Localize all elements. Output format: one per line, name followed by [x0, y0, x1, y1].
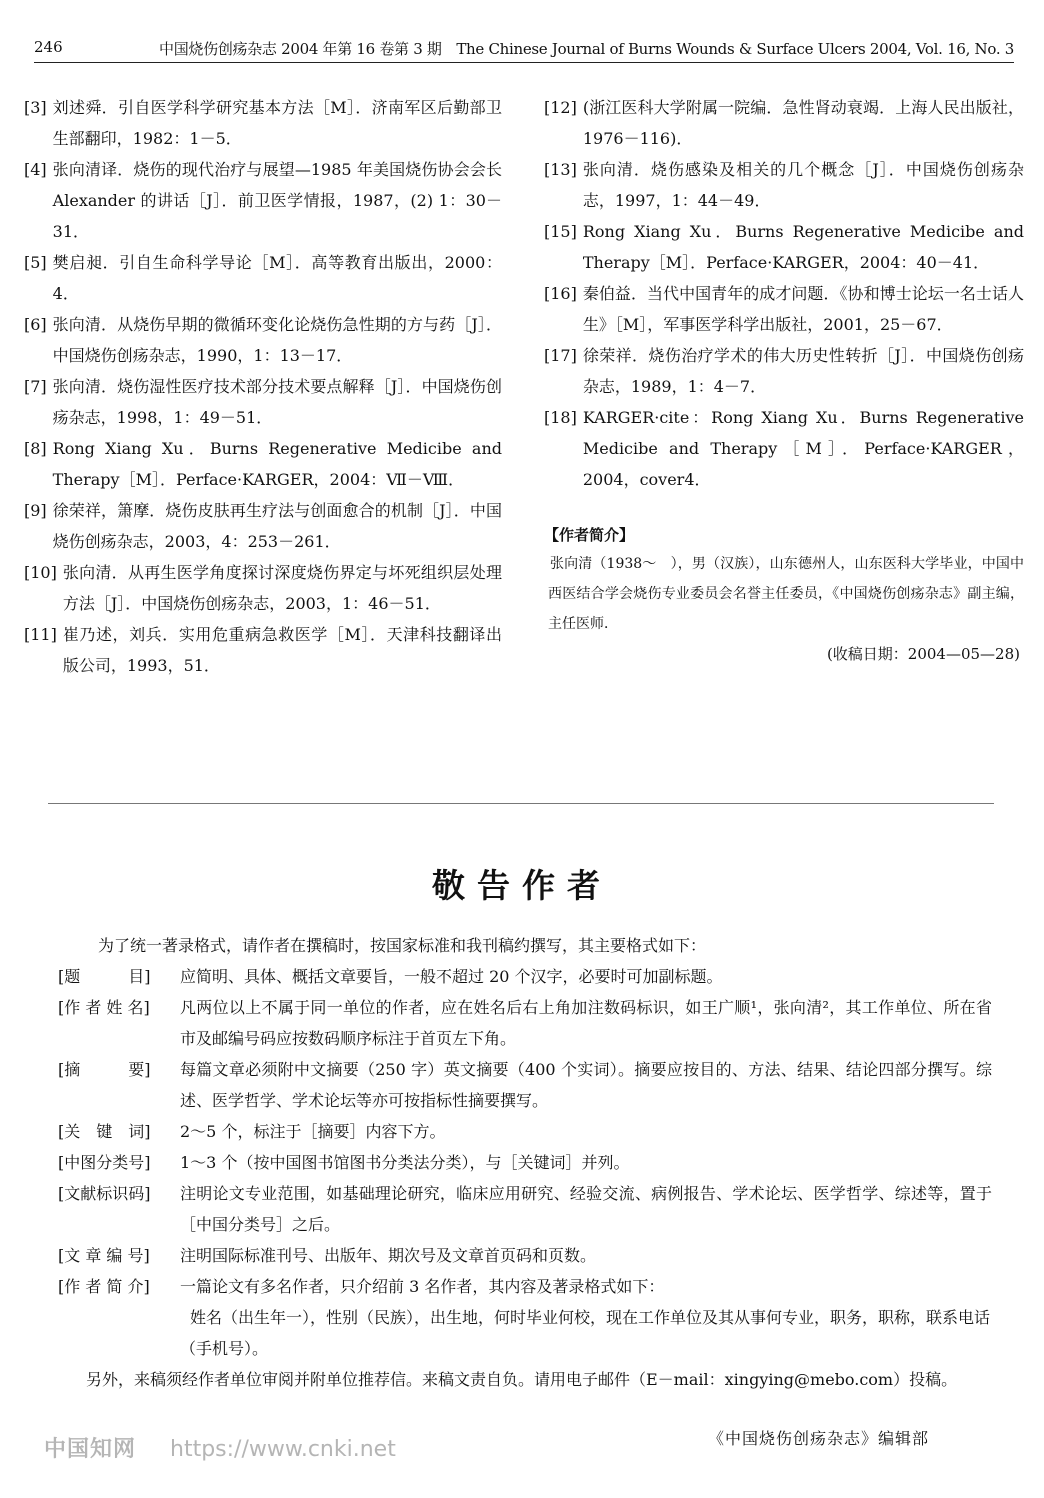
reference-item	[24, 309, 502, 371]
format-item	[58, 1116, 992, 1147]
author-intro	[544, 521, 1024, 669]
reference-text: 徐荣祥．烧伤治疗学术的伟大历史性转折［J］．中国烧伤创疡杂志，1989，1：4－7．	[582, 346, 1024, 396]
reference-item	[544, 92, 1024, 154]
reference-number: [15]	[544, 222, 577, 241]
reference-item	[24, 154, 502, 247]
reference-item	[24, 247, 502, 309]
format-item-text: 1～3 个（按中国图书馆图书分类法分类），与［关键词］并列。	[180, 1153, 630, 1172]
format-item-label: [文献标识码]	[58, 1184, 151, 1203]
reference-text: Rong Xiang Xu．Burns Regenerative Medicibe and Therapy［M］．Perface·KARGER，2004：40－41．	[582, 222, 1024, 272]
reference-text: 秦伯益．当代中国青年的成才问题．《协和博士论坛一名士话人生》［M］，军事医学科学出版社，2001，25－67．	[582, 284, 1024, 334]
cnki-brand: 中国知网	[44, 1437, 137, 1462]
reference-number: [8]	[24, 439, 47, 458]
notice-title: 敬告作者	[432, 866, 612, 905]
reference-number: [11]	[24, 625, 57, 644]
cnki-url[interactable]: https://www.cnki.net	[170, 1437, 396, 1462]
reference-number: [16]	[544, 284, 577, 303]
reference-item	[544, 340, 1024, 402]
reference-item	[544, 154, 1024, 216]
reference-item	[24, 92, 502, 154]
format-item-label: [摘 要]	[58, 1060, 151, 1079]
format-item-label: [关 键 词]	[58, 1122, 151, 1141]
reference-text: 张向清．烧伤湿性医疗技术部分技术要点解释［J］．中国烧伤创疡杂志，1998，1：49－51．	[52, 377, 502, 427]
format-item	[58, 1240, 992, 1271]
references-right-column	[544, 92, 1024, 669]
cnki-watermark	[44, 1432, 396, 1463]
reference-item	[544, 278, 1024, 340]
editorial-signature: 《中国烧伤创疡杂志》编辑部	[708, 1429, 930, 1448]
format-item-text: 每篇文章必须附中文摘要（250 字）英文摘要（400 个实词）。摘要应按目的、方法、结果、结论四部分撰写。综述、医学哲学、学术论坛等亦可按指标性摘要撰写。	[180, 1060, 992, 1110]
format-item-text: 2～5 个，标注于［摘要］内容下方。	[180, 1122, 446, 1141]
format-item	[58, 961, 992, 992]
reference-number: [9]	[24, 501, 47, 520]
reference-number: [7]	[24, 377, 47, 396]
format-item-text: 注明论文专业范围，如基础理论研究，临床应用研究、经验交流、病例报告、学术论坛、医学哲学、综述等，置于［中国分类号］之后。	[180, 1184, 992, 1234]
format-item	[58, 1054, 992, 1116]
format-item-label: [作 者 姓 名]	[58, 998, 150, 1017]
section-divider	[48, 803, 994, 804]
format-item-label: [作 者 简 介]	[58, 1277, 150, 1296]
page-number: 246	[34, 38, 63, 56]
reference-item	[24, 619, 502, 681]
reference-number: [5]	[24, 253, 47, 272]
reference-number: [17]	[544, 346, 577, 365]
reference-item	[24, 495, 502, 557]
reference-item	[24, 557, 502, 619]
reference-number: [10]	[24, 563, 57, 582]
reference-item	[24, 433, 502, 495]
format-item	[58, 1271, 992, 1302]
author-intro-heading: 【作者简介】	[544, 526, 635, 544]
format-item-text: 凡两位以上不属于同一单位的作者，应在姓名后右上角加注数码标识，如王广顺¹，张向清²，其工作单位、所在省市及邮编号码应按数码顺序标注于首页左下角。	[180, 998, 992, 1048]
reference-text: 张向清．烧伤感染及相关的几个概念［J］．中国烧伤创疡杂志，1997，1：44－49．	[582, 160, 1024, 210]
notice-intro: 为了统一著录格式，请作者在撰稿时，按国家标准和我刊稿约撰写，其主要格式如下：	[98, 936, 707, 955]
format-item-label: [中图分类号]	[58, 1153, 151, 1172]
format-item	[58, 1147, 992, 1178]
reference-number: [4]	[24, 160, 47, 179]
reference-text: KARGER·cite：Rong Xiang Xu．Burns Regenerative Medicibe and Therapy［M］．Perface·KARGER，2004，cover4．	[582, 408, 1024, 489]
reference-text: (浙江医科大学附属一院编．急性肾动衰竭．上海人民出版社，1976－116)．	[582, 98, 1024, 148]
format-item-text: 注明国际标准刊号、出版年、期次号及文章首页码和页数。	[180, 1246, 597, 1265]
references-left-column	[24, 92, 502, 681]
reference-text: 刘述舜．引自医学科学研究基本方法［M］．济南军区后勤部卫生部翻印，1982：1－5．	[52, 98, 502, 148]
notice-closing: 另外，来稿须经作者单位审阅并附单位推荐信。来稿文责自负。请用电子邮件（E－mail：xingying@mebo.com）投稿。	[86, 1370, 958, 1389]
format-item-text: 一篇论文有多名作者，只介绍前 3 名作者，其内容及著录格式如下：	[180, 1277, 665, 1296]
format-item	[58, 992, 992, 1054]
journal-citation-line: 中国烧伤创疡杂志 2004 年第 16 卷第 3 期 The Chinese Journal of Burns Wounds & Surface Ulcers 2004, Vol. 16, No. 3	[159, 40, 1014, 58]
reference-text: 徐荣祥，箫摩．烧伤皮肤再生疗法与创面愈合的机制［J］．中国烧伤创疡杂志，2003，4：253－261．	[52, 501, 502, 551]
reference-number: [3]	[24, 98, 47, 117]
format-item	[58, 1178, 992, 1240]
reference-text: 樊启昶．引自生命科学导论［M］．高等教育出版出，2000：4．	[52, 253, 502, 303]
reference-number: [18]	[544, 408, 577, 427]
reference-text: 张向清．从烧伤早期的微循环变化论烧伤急性期的方与药［J］．中国烧伤创疡杂志，1990，1：13－17．	[52, 315, 502, 365]
notice-to-authors	[58, 930, 992, 1395]
reference-number: [6]	[24, 315, 47, 334]
reference-number: [12]	[544, 98, 577, 117]
reference-item	[544, 402, 1024, 495]
author-format-spec: 姓名（出生年一），性别（民族），出生地，何时毕业何校，现在工作单位及其从事何专业，职务，职称，联系电话（手机号）。	[180, 1308, 991, 1358]
format-item-label: [文 章 编 号]	[58, 1246, 150, 1265]
reference-number: [13]	[544, 160, 577, 179]
reference-text: Rong Xiang Xu．Burns Regenerative Medicibe and Therapy［M］．Perface·KARGER，2004：Ⅶ－Ⅷ．	[52, 439, 502, 489]
received-date: (收稿日期：2004—05—28)	[826, 645, 1020, 663]
author-intro-body: 张向清（1938～ ），男（汉族），山东德州人，山东医科大学毕业，中国中西医结合学会烧伤专业委员会名誉主任委员，《中国烧伤创疡杂志》副主编，主任医师．	[548, 556, 1024, 632]
reference-text: 张向清译．烧伤的现代治疗与展望—1985 年美国烧伤协会会长 Alexander 的讲话［J］．前卫医学情报，1987，(2) 1：30－31．	[52, 160, 502, 241]
format-item-text: 应简明、具体、概括文章要旨，一般不超过 20 个汉字，必要时可加副标题。	[180, 967, 723, 986]
reference-item	[24, 371, 502, 433]
reference-text: 崔乃述，刘兵．实用危重病急救医学［M］．天津科技翻译出版公司，1993，51．	[62, 625, 502, 675]
reference-text: 张向清．从再生医学角度探讨深度烧伤界定与坏死组织层处理方法［J］．中国烧伤创疡杂志，2003，1：46－51．	[62, 563, 502, 613]
running-header	[34, 36, 1014, 63]
format-item-label: [题 目]	[58, 967, 151, 986]
reference-item	[544, 216, 1024, 278]
